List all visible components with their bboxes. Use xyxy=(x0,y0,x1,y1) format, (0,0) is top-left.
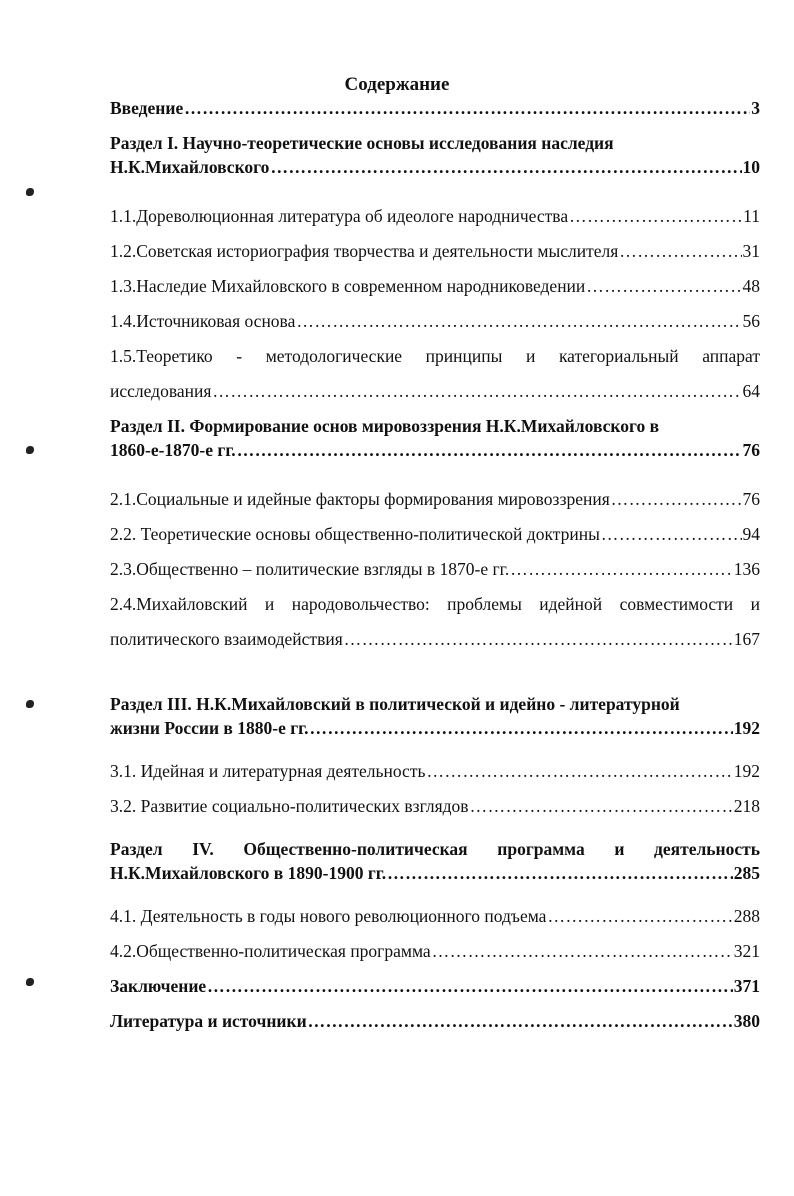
toc-entry-title: 1.1.Дореволюционная литература об идеологе народничества xyxy=(110,206,569,226)
toc-page-number: 380 xyxy=(733,1011,760,1031)
toc-entry-1-5-line1: 1.5.Теоретико - методологические принципы и категориальный аппарат xyxy=(110,346,760,366)
toc-entry-section-3 xyxy=(110,716,760,740)
toc-page-number: 76 xyxy=(742,489,760,509)
toc-page-number: 76 xyxy=(742,440,760,460)
toc-entry-2-3 xyxy=(110,557,760,581)
leader-dots xyxy=(308,1009,733,1033)
toc-page-number: 64 xyxy=(742,381,760,401)
leader-dots xyxy=(586,274,741,298)
leader-dots xyxy=(207,974,733,998)
binding-hole-mark xyxy=(26,446,34,454)
toc-page-number: 285 xyxy=(733,863,760,883)
leader-dots xyxy=(611,487,742,511)
toc-entry-title: 2.3.Общественно – политические взгляды в 1870-е гг. xyxy=(110,559,510,579)
toc-entry-title: 2.1.Социальные и идейные факторы формирования мировоззрения xyxy=(110,489,610,509)
toc-page-number: 11 xyxy=(743,206,760,226)
binding-hole-mark xyxy=(26,978,34,986)
toc-section-heading: Раздел I. Научно-теоретические основы исследования наследия xyxy=(110,133,614,153)
leader-dots xyxy=(387,861,733,885)
leader-dots xyxy=(310,716,733,740)
page-title: Содержание xyxy=(344,74,450,95)
toc-entry-4-1 xyxy=(110,904,760,928)
toc-entry-title: 3.2. Развитие социально-политических взглядов xyxy=(110,796,469,816)
toc-entry-title: 1.4.Источниковая основа xyxy=(110,311,296,331)
toc-page-number: 136 xyxy=(733,559,760,579)
toc-entry-title: Литература и источники xyxy=(110,1011,307,1031)
toc-entry-title: 1860-е-1870-е гг. xyxy=(110,440,236,460)
toc-entry-1-2 xyxy=(110,239,760,263)
toc-entry-title: Введение xyxy=(110,98,184,118)
toc-entry-section-1 xyxy=(110,155,760,179)
toc-page-number: 192 xyxy=(733,761,760,781)
toc-page-number: 167 xyxy=(733,629,760,649)
toc-entry-title: Заключение xyxy=(110,976,207,996)
toc-entry-1-5 xyxy=(110,379,760,403)
toc-entry-intro xyxy=(110,96,760,120)
toc-page-number: 56 xyxy=(742,311,760,331)
toc-entry-title: 3.1. Идейная и литературная деятельность xyxy=(110,761,426,781)
toc-page-number: 218 xyxy=(733,796,760,816)
leader-dots xyxy=(470,794,733,818)
toc-entry-1-3 xyxy=(110,274,760,298)
leader-dots xyxy=(547,904,732,928)
toc-entry-references xyxy=(110,1009,760,1033)
toc-page-number: 94 xyxy=(742,524,760,544)
leader-dots xyxy=(569,204,742,228)
leader-dots xyxy=(270,155,741,179)
toc-entry-title: 4.1. Деятельность в годы нового революционного подъема xyxy=(110,906,547,926)
toc-page-number: 321 xyxy=(733,941,760,961)
toc-section-heading: Раздел II. Формирование основ мировоззрения Н.К.Михайловского в xyxy=(110,416,660,436)
leader-dots xyxy=(296,309,741,333)
toc-page-number: 48 xyxy=(742,276,760,296)
leader-dots xyxy=(184,96,750,120)
toc-entry-3-2 xyxy=(110,794,760,818)
binding-hole-mark xyxy=(26,188,34,196)
toc-entry-2-4-line1: 2.4.Михайловский и народовольчество: проблемы идейной совместимости и xyxy=(110,594,760,614)
leader-dots xyxy=(426,759,732,783)
toc-entry-3-1 xyxy=(110,759,760,783)
toc-section-heading: Раздел IV. Общественно-политическая программа и деятельность xyxy=(110,839,760,859)
toc-entry-section-4 xyxy=(110,861,760,885)
leader-dots xyxy=(510,557,733,581)
leader-dots xyxy=(432,939,733,963)
toc-entry-title: 1.2.Советская историография творчества и деятельности мыслителя xyxy=(110,241,619,261)
toc-section-heading: Раздел III. Н.К.Михайловский в политической и идейно - литературной xyxy=(110,694,680,714)
toc-page-number: 31 xyxy=(742,241,760,261)
toc-entry-2-4 xyxy=(110,627,760,651)
leader-dots xyxy=(619,239,741,263)
toc-entry-section-2 xyxy=(110,438,760,462)
toc-entry-2-1 xyxy=(110,487,760,511)
leader-dots xyxy=(237,438,742,462)
toc-entry-2-2 xyxy=(110,522,760,546)
binding-hole-mark xyxy=(26,700,34,708)
toc-entry-title: 1.3.Наследие Михайловского в современном народниковедении xyxy=(110,276,586,296)
toc-page-number: 10 xyxy=(742,157,760,177)
toc-entry-title: 2.2. Теоретические основы общественно-политической доктрины xyxy=(110,524,600,544)
toc-entry-title: жизни России в 1880-е гг. xyxy=(110,718,309,738)
toc-entry-1-1 xyxy=(110,204,760,228)
toc-entry-title: 4.2.Общественно-политическая программа xyxy=(110,941,431,961)
toc-entry-title: политического взаимодействия xyxy=(110,629,343,649)
leader-dots xyxy=(344,627,733,651)
leader-dots xyxy=(212,379,741,403)
toc-entry-conclusion xyxy=(110,974,760,998)
leader-dots xyxy=(601,522,742,546)
toc-page-number: 3 xyxy=(751,98,760,118)
toc-entry-1-4 xyxy=(110,309,760,333)
toc-entry-title: исследования xyxy=(110,381,212,401)
table-of-contents xyxy=(110,96,760,1044)
toc-page-number: 371 xyxy=(733,976,760,996)
toc-entry-4-2 xyxy=(110,939,760,963)
toc-entry-title: Н.К.Михайловского в 1890-1900 гг. xyxy=(110,863,387,883)
toc-entry-title: Н.К.Михайловского xyxy=(110,157,270,177)
toc-page-number: 192 xyxy=(733,718,760,738)
toc-page-number: 288 xyxy=(733,906,760,926)
